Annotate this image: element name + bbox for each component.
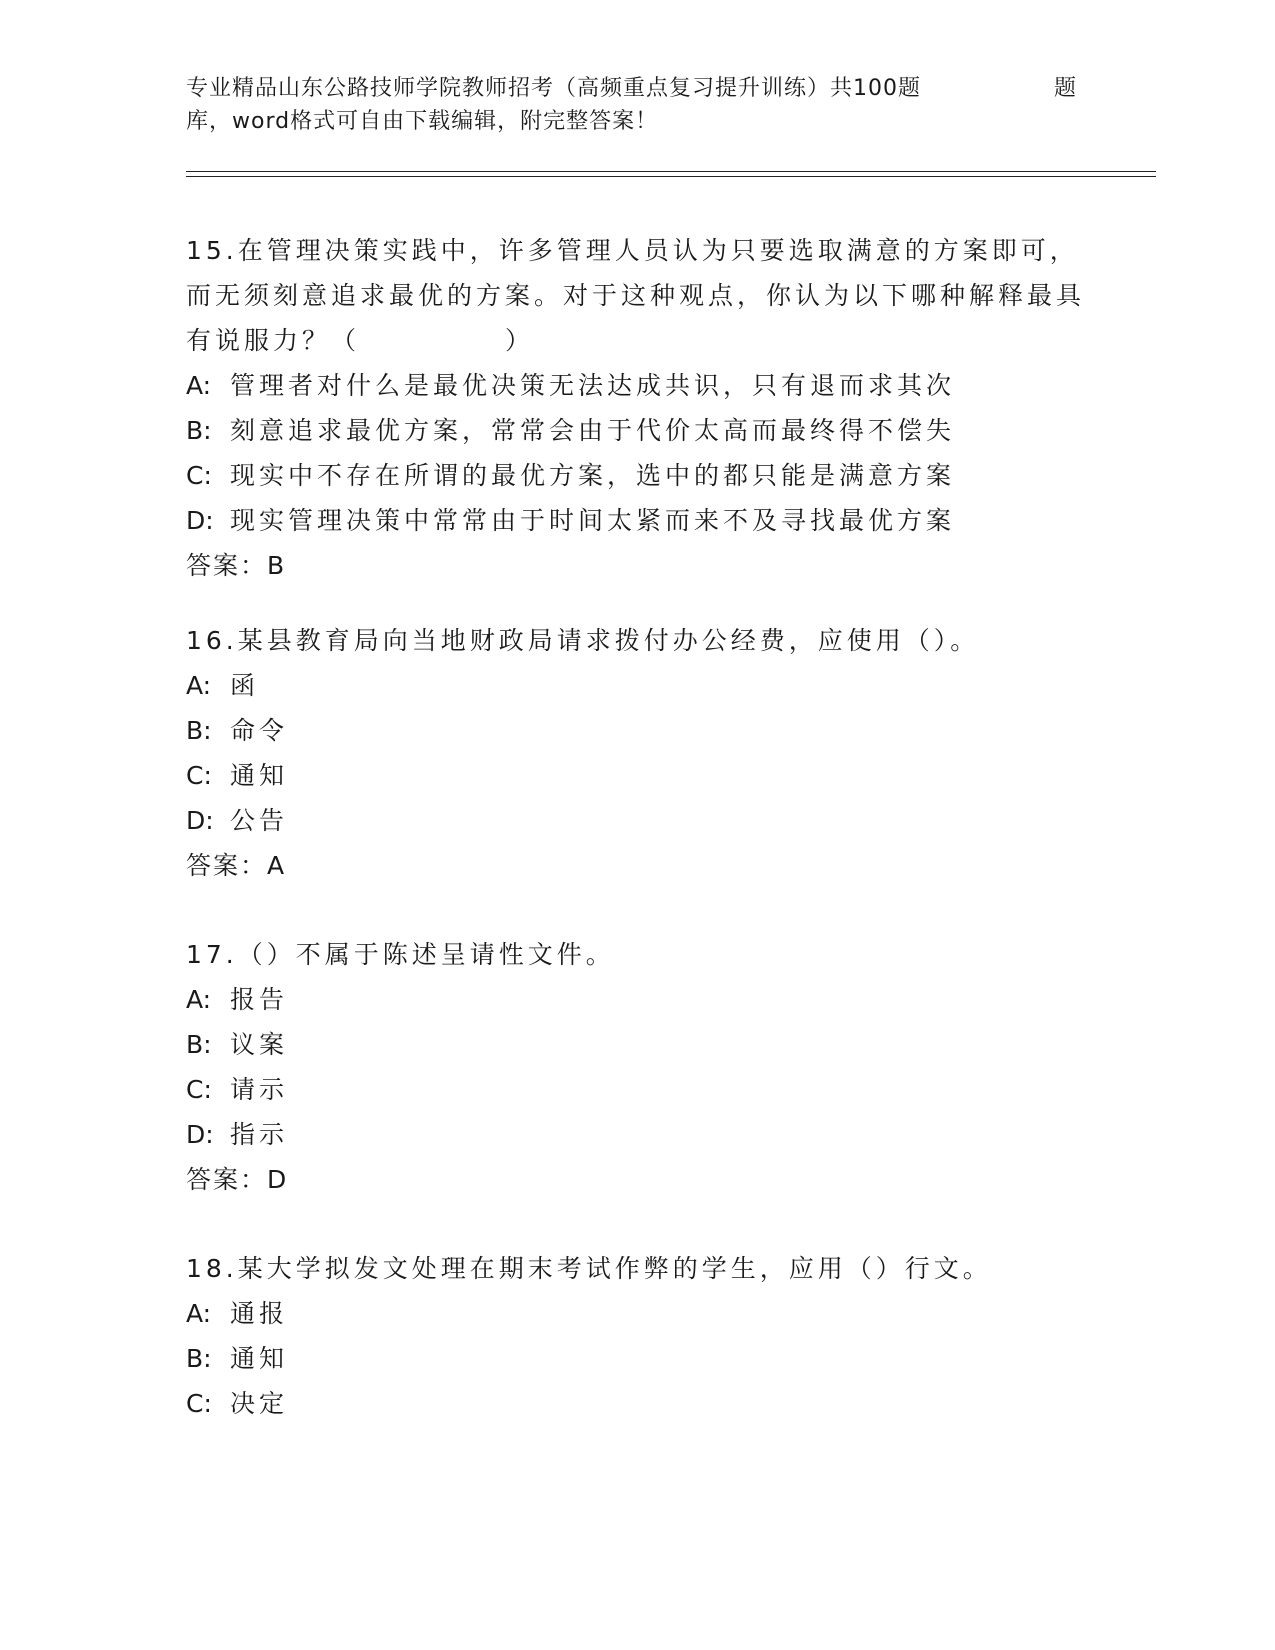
question-stem: 17.（）不属于陈述呈请性文件。 xyxy=(186,940,615,969)
option-text: 请示 xyxy=(230,1075,289,1104)
option-text: 现实中不存在所谓的最优方案，选中的都只能是满意方案 xyxy=(230,461,956,490)
header-divider-bottom xyxy=(186,176,1156,177)
option-text: 报告 xyxy=(230,985,289,1014)
option-text: 刻意追求最优方案，常常会由于代价太高而最终得不偿失 xyxy=(230,416,956,445)
option-d xyxy=(186,1112,1086,1157)
option-b xyxy=(186,1022,1086,1067)
option-b xyxy=(186,1336,1086,1381)
option-c xyxy=(186,453,1086,498)
option-letter: A: xyxy=(186,985,212,1014)
option-letter: D: xyxy=(186,1120,214,1149)
option-text: 现实管理决策中常常由于时间太紧而来不及寻找最优方案 xyxy=(230,506,956,535)
header-title: 专业精品山东公路技师学院教师招考（高频重点复习提升训练）共100题 xyxy=(186,76,921,101)
answer: 答案：D xyxy=(186,1165,289,1194)
header-line-2: 库，word格式可自由下载编辑，附完整答案！ xyxy=(186,109,659,134)
option-letter: C: xyxy=(186,461,212,490)
header-title-tail: 题 xyxy=(1054,76,1078,101)
question-16 xyxy=(186,618,1086,888)
option-letter: D: xyxy=(186,806,214,835)
header-divider-top xyxy=(186,171,1156,172)
option-letter: B: xyxy=(186,1344,212,1373)
question-stem: 16.某县教育局向当地财政局请求拨付办公经费，应使用（）。 xyxy=(186,626,980,655)
option-c xyxy=(186,753,1086,798)
header-line-1 xyxy=(186,72,1086,105)
document-header xyxy=(186,72,1086,138)
option-letter: D: xyxy=(186,506,214,535)
option-c xyxy=(186,1067,1086,1112)
question-stem: 15.在管理决策实践中，许多管理人员认为只要选取满意的方案即可，而无须刻意追求最优的方案。对于这种观点，你认为以下哪种解释最具有说服力？（ ） xyxy=(186,236,1086,355)
question-18 xyxy=(186,1246,1086,1426)
option-text: 公告 xyxy=(230,806,289,835)
option-letter: B: xyxy=(186,716,212,745)
option-a xyxy=(186,663,1086,708)
answer: 答案：B xyxy=(186,551,287,580)
option-text: 命令 xyxy=(230,716,289,745)
option-text: 管理者对什么是最优决策无法达成共识，只有退而求其次 xyxy=(230,371,956,400)
option-c xyxy=(186,1381,1086,1426)
option-d xyxy=(186,798,1086,843)
option-a xyxy=(186,1291,1086,1336)
question-17 xyxy=(186,932,1086,1202)
question-15 xyxy=(186,228,1086,588)
option-letter: C: xyxy=(186,1075,212,1104)
option-text: 函 xyxy=(230,671,260,700)
option-b xyxy=(186,708,1086,753)
question-stem: 18.某大学拟发文处理在期末考试作弊的学生，应用（）行文。 xyxy=(186,1254,992,1283)
option-text: 决定 xyxy=(230,1389,289,1418)
answer: 答案：A xyxy=(186,851,287,880)
option-d xyxy=(186,498,1086,543)
option-text: 通报 xyxy=(230,1299,289,1328)
option-letter: A: xyxy=(186,671,212,700)
option-b xyxy=(186,408,1086,453)
option-text: 通知 xyxy=(230,1344,289,1373)
option-letter: A: xyxy=(186,1299,212,1328)
option-a xyxy=(186,363,1086,408)
option-letter: C: xyxy=(186,1389,212,1418)
option-text: 通知 xyxy=(230,761,289,790)
option-letter: A: xyxy=(186,371,212,400)
option-letter: B: xyxy=(186,416,212,445)
option-text: 指示 xyxy=(230,1120,289,1149)
option-letter: C: xyxy=(186,761,212,790)
option-letter: B: xyxy=(186,1030,212,1059)
option-text: 议案 xyxy=(230,1030,289,1059)
option-a xyxy=(186,977,1086,1022)
